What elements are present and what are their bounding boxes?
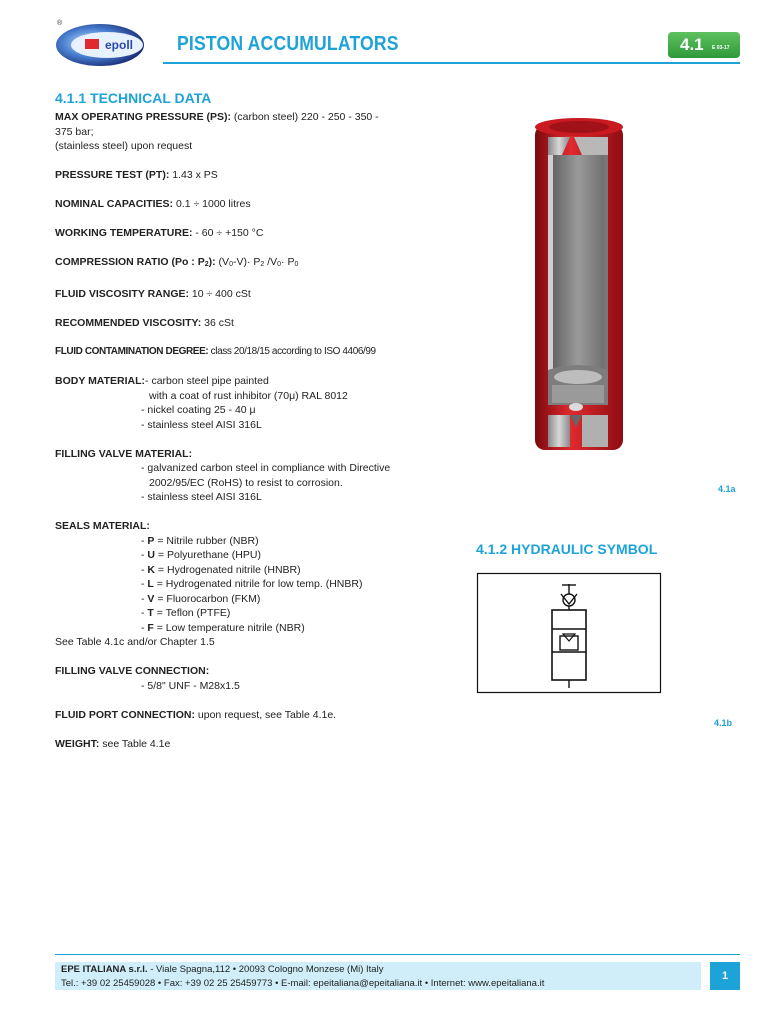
body-material-line: BODY MATERIAL:- carbon steel pipe painted <box>55 375 269 387</box>
chapter-tab <box>668 32 740 58</box>
seals-note: See Table 4.1c and/or Chapter 1.5 <box>55 636 215 648</box>
recommended-viscosity-line: RECOMMENDED VISCOSITY: 36 cSt <box>55 317 234 329</box>
pressure-test-line: PRESSURE TEST (PT): 1.43 x PS <box>55 169 218 181</box>
accumulator-cutaway-image <box>530 115 630 460</box>
seals-list <box>55 534 400 636</box>
seal-item: - K = Hydrogenated nitrile (HNBR) <box>141 563 301 576</box>
seal-item: - F = Low temperature nitrile (NBR) <box>141 621 305 634</box>
compression-line: COMPRESSION RATIO (Po : P2): (V0-V)· P2 /V0· P0 <box>55 256 299 268</box>
company-logo <box>55 22 167 68</box>
technical-data-body: MAX OPERATING PRESSURE (PS): (carbon steel) 220 - 250 - 350 - 375 bar; (stainless steel) upon request PRESSURE TEST (PT): 1.43 x PS NOMINAL CAPACITIES: 0.1 ÷ 1000 litres WORKING TEMPERATURE: - 60 ÷ +150 °C COMPRESSION RATIO (Po : P2): (V0-V)· P2 /V0· P0 FLUID VISCOSITY RANGE: 10 ÷ 400 cSt RECOMMENDED VISCOSITY: 36 cSt FLUID CONTAMINATION DEGREE: class 20/18/15 according to ISO 4406/99 BODY MATERIAL:- carbon steel pipe painted with a coat of rust inhibitor (70μ) RAL 8012 - nickel coating 25 - 40 μ - stainless steel AISI 316L FILLING VALVE MATERIAL: - galvanized carbon steel in compliance with Directive 2002/95/EC (RoHS) to resist to corrosion. - stainless steel AISI 316L SEALS MATERIAL: - P = Nitrile rubber (NBR) - U = Polyurethane (HPU) - K = Hydrogenated nitrile (HNBR) - L = Hydrogenated nitrile for low temp. (HNBR) - V = Fluorocarbon (FKM) - T = Teflon (PTFE) - F = Low temperature nitrile (NBR) See Table 4.1c and/or Chapter 1.5 FILLING VALVE CONNECTION: - 5/8" UNF - M28x1.5 FLUID PORT CONNECTION: upon request, see Table 4.1e. WEIGHT: see Table 4.1e <box>55 110 400 751</box>
footer-text <box>61 963 544 990</box>
temperature-line: WORKING TEMPERATURE: - 60 ÷ +150 °C <box>55 227 264 239</box>
seal-item: - V = Fluorocarbon (FKM) <box>141 592 261 605</box>
valve-connection-label: FILLING VALVE CONNECTION: <box>55 665 210 677</box>
contamination-line: FLUID CONTAMINATION DEGREE: class 20/18/15 according to ISO 4406/99 <box>55 346 376 357</box>
seals-material-label: SEALS MATERIAL: <box>55 520 150 532</box>
technical-data-title: 4.1.1 TECHNICAL DATA <box>55 90 212 106</box>
chapter-code: E 03-17 <box>712 45 730 51</box>
seal-item: - U = Polyurethane (HPU) <box>141 549 261 561</box>
seal-item: - T = Teflon (PTFE) <box>141 607 231 619</box>
seal-item: - P = Nitrile rubber (NBR) <box>141 534 259 547</box>
weight-line: WEIGHT: see Table 4.1e <box>55 737 171 750</box>
port-connection-line: FLUID PORT CONNECTION: upon request, see Table 4.1e. <box>55 708 337 721</box>
figure-label-4-1b: 4.1b <box>714 718 733 728</box>
registered-mark: ® <box>57 20 63 27</box>
filling-valve-label: FILLING VALVE MATERIAL: <box>55 447 193 460</box>
chapter-number: 4.1 <box>680 35 704 54</box>
figure-label-4-1a: 4.1a <box>718 484 736 494</box>
svg-text:epoll: epoll <box>105 38 134 52</box>
header-divider <box>163 62 740 64</box>
footer-address: - Viale Spagna,112 • 20093 Cologno Monzese (Mi) Italy <box>147 964 384 975</box>
hydraulic-symbol-title: 4.1.2 HYDRAULIC SYMBOL <box>476 541 658 557</box>
footer-divider <box>55 954 740 955</box>
page-title: PISTON ACCUMULATORS <box>177 33 399 55</box>
footer-company: EPE ITALIANA s.r.l. <box>61 964 148 975</box>
page-number: 1 <box>710 962 740 990</box>
seal-item: - L = Hydrogenated nitrile for low temp. (HNBR) <box>141 578 363 590</box>
hydraulic-symbol-diagram <box>476 572 662 694</box>
capacities-line: NOMINAL CAPACITIES: 0.1 ÷ 1000 litres <box>55 198 251 210</box>
viscosity-range-line: FLUID VISCOSITY RANGE: 10 ÷ 400 cSt <box>55 288 251 300</box>
max-pressure-line: MAX OPERATING PRESSURE (PS): (carbon steel) 220 - 250 - 350 - <box>55 111 379 123</box>
footer-contacts: Tel.: +39 02 25459028 • Fax: +39 02 25 25459773 • E-mail: epeitaliana@epeitaliana.it • Internet: www.epeitaliana.it <box>61 977 545 989</box>
